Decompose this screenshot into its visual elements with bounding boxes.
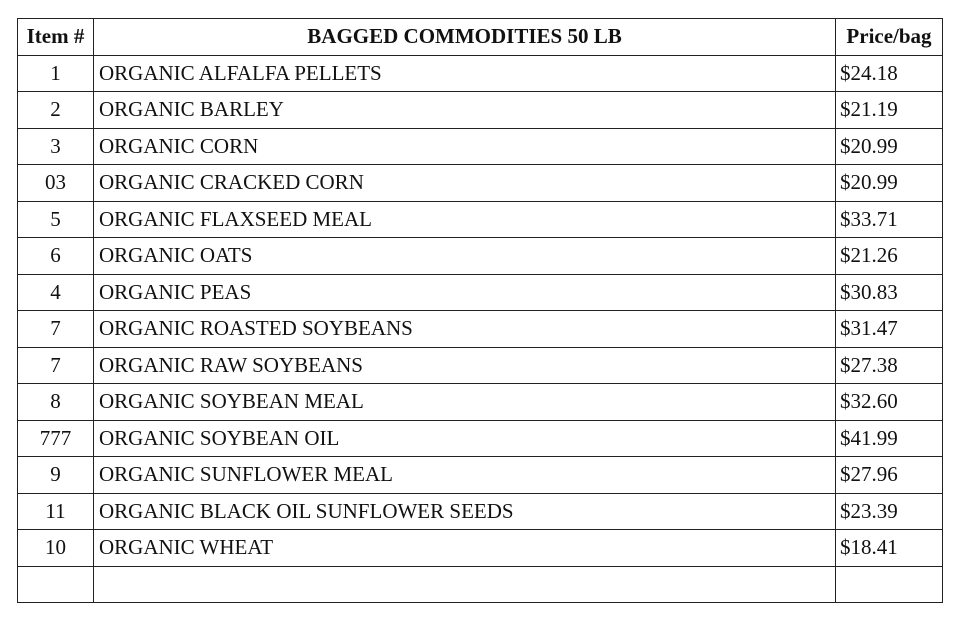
item-number-cell: 2 <box>18 92 94 129</box>
header-price: Price/bag <box>836 19 943 56</box>
commodity-name-cell: ORGANIC SOYBEAN MEAL <box>94 384 836 421</box>
commodity-name-cell: ORGANIC ROASTED SOYBEANS <box>94 311 836 348</box>
item-number-cell: 8 <box>18 384 94 421</box>
table-row <box>18 201 943 238</box>
table-row-empty <box>18 566 943 603</box>
commodity-name-cell: ORGANIC RAW SOYBEANS <box>94 347 836 384</box>
price-cell: $20.99 <box>836 128 943 165</box>
item-number-cell: 5 <box>18 201 94 238</box>
price-cell: $20.99 <box>836 165 943 202</box>
commodity-name-cell: ORGANIC PEAS <box>94 274 836 311</box>
price-cell: $27.38 <box>836 347 943 384</box>
header-commodity: BAGGED COMMODITIES 50 LB <box>94 19 836 56</box>
commodity-name-cell: ORGANIC BLACK OIL SUNFLOWER SEEDS <box>94 493 836 530</box>
table-row <box>18 384 943 421</box>
price-cell: $31.47 <box>836 311 943 348</box>
price-cell: $21.19 <box>836 92 943 129</box>
table-row <box>18 274 943 311</box>
table-row <box>18 347 943 384</box>
header-item-number: Item # <box>18 19 94 56</box>
price-cell: $32.60 <box>836 384 943 421</box>
table-row <box>18 311 943 348</box>
commodity-name-cell: ORGANIC ALFALFA PELLETS <box>94 55 836 92</box>
table-row <box>18 457 943 494</box>
price-cell: $18.41 <box>836 530 943 567</box>
table-row <box>18 128 943 165</box>
item-number-cell: 03 <box>18 165 94 202</box>
table-row <box>18 238 943 275</box>
table-header-row <box>18 19 943 56</box>
table-row <box>18 530 943 567</box>
table-row <box>18 165 943 202</box>
item-number-cell: 7 <box>18 347 94 384</box>
table-row <box>18 420 943 457</box>
item-number-cell: 6 <box>18 238 94 275</box>
item-number-cell: 4 <box>18 274 94 311</box>
price-cell <box>836 566 943 603</box>
item-number-cell: 11 <box>18 493 94 530</box>
commodity-name-cell: ORGANIC OATS <box>94 238 836 275</box>
commodity-name-cell: ORGANIC SUNFLOWER MEAL <box>94 457 836 494</box>
price-cell: $23.39 <box>836 493 943 530</box>
commodity-name-cell: ORGANIC FLAXSEED MEAL <box>94 201 836 238</box>
commodity-name-cell <box>94 566 836 603</box>
price-cell: $41.99 <box>836 420 943 457</box>
commodity-name-cell: ORGANIC BARLEY <box>94 92 836 129</box>
item-number-cell <box>18 566 94 603</box>
commodities-price-table <box>17 18 943 603</box>
item-number-cell: 10 <box>18 530 94 567</box>
price-cell: $33.71 <box>836 201 943 238</box>
item-number-cell: 3 <box>18 128 94 165</box>
table-row <box>18 92 943 129</box>
price-cell: $24.18 <box>836 55 943 92</box>
commodity-name-cell: ORGANIC WHEAT <box>94 530 836 567</box>
price-cell: $30.83 <box>836 274 943 311</box>
item-number-cell: 7 <box>18 311 94 348</box>
item-number-cell: 777 <box>18 420 94 457</box>
commodity-name-cell: ORGANIC CRACKED CORN <box>94 165 836 202</box>
table-row <box>18 493 943 530</box>
price-cell: $21.26 <box>836 238 943 275</box>
commodity-name-cell: ORGANIC CORN <box>94 128 836 165</box>
item-number-cell: 9 <box>18 457 94 494</box>
commodity-name-cell: ORGANIC SOYBEAN OIL <box>94 420 836 457</box>
price-cell: $27.96 <box>836 457 943 494</box>
table-row <box>18 55 943 92</box>
item-number-cell: 1 <box>18 55 94 92</box>
